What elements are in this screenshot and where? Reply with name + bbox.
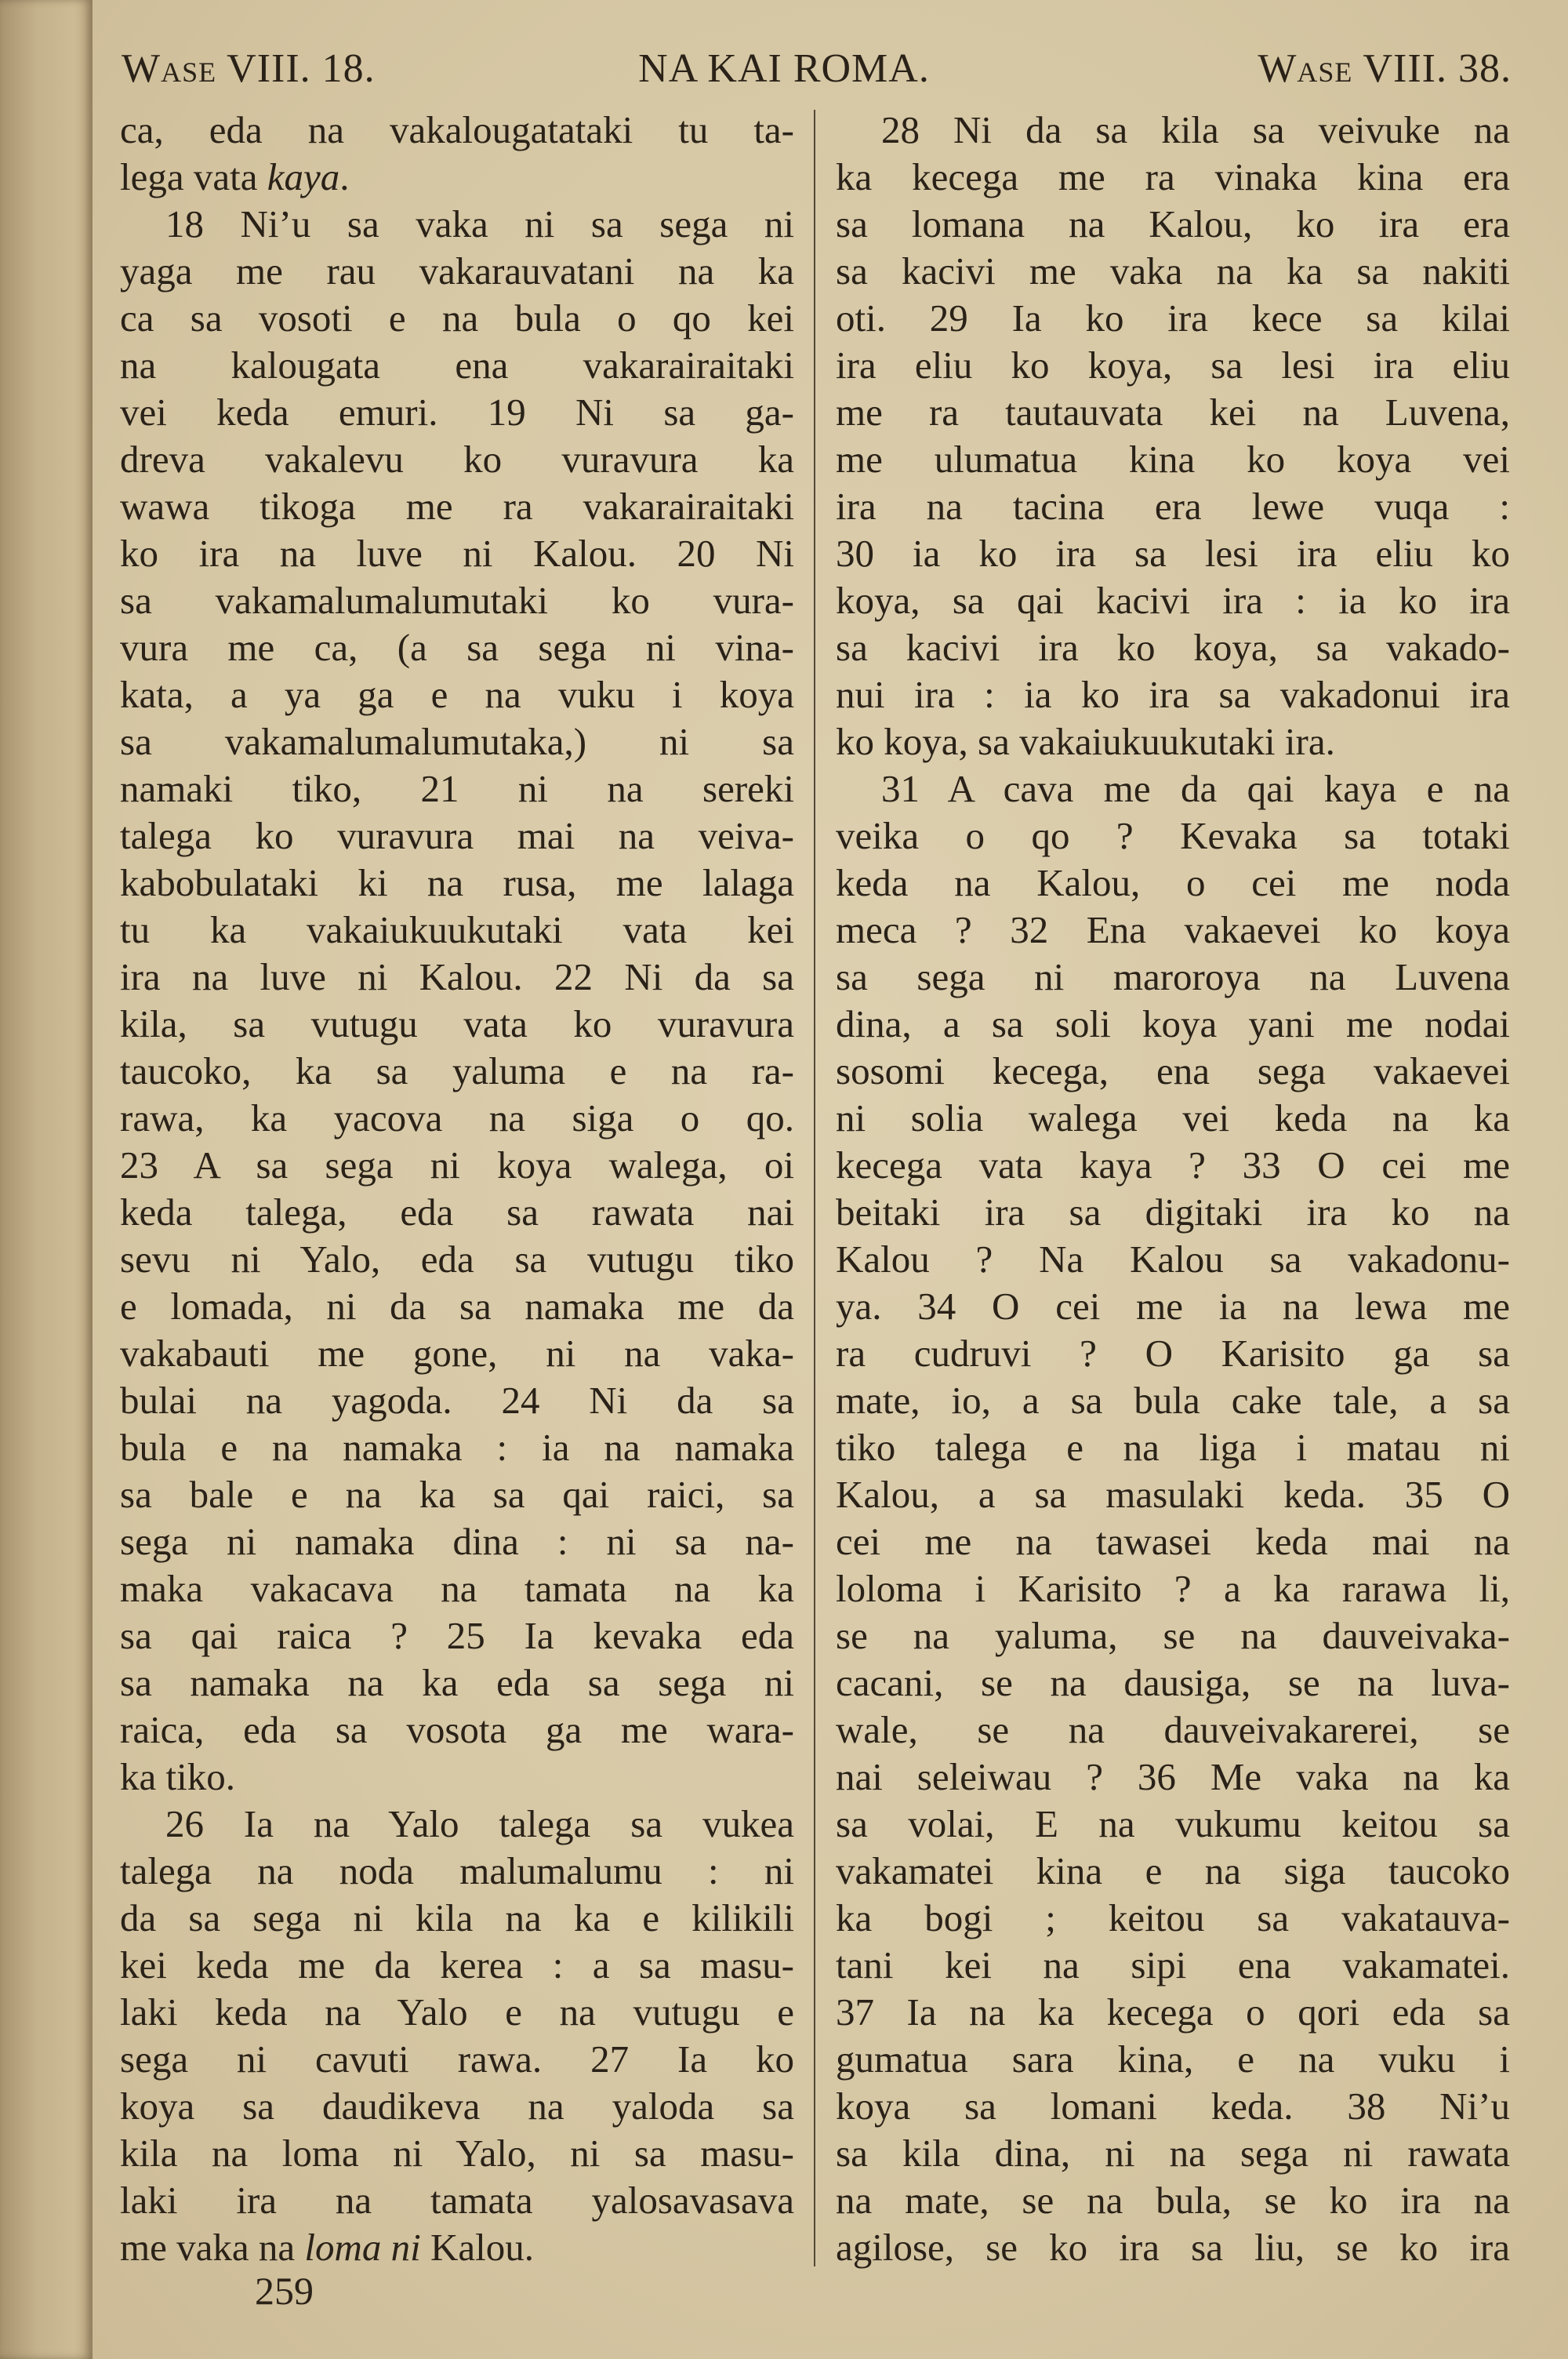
- text-line: 23 A sa sega ni koya walega, oi: [120, 1143, 794, 1187]
- italic-text: loma ni: [304, 2226, 421, 2269]
- text-line: koya sa lomani keda. 38 Ni’u: [836, 2085, 1510, 2128]
- text-line: agilose, se ko ira sa liu, se ko ira: [836, 2226, 1510, 2269]
- text-line: gumatua sara kina, e na vuku i: [836, 2037, 1510, 2081]
- text-line: ya. 34 O cei me ia na lewa me: [836, 1285, 1510, 1328]
- text-line: sa lomana na Kalou, ko ira era: [836, 202, 1510, 245]
- text-line: ira na tacina era lewe vuqa :: [836, 485, 1510, 528]
- text-line: laki ira na tamata yalosavasava: [120, 2179, 794, 2222]
- italic-text: kaya: [267, 155, 340, 198]
- text-line: cei me na tawasei keda mai na: [836, 1520, 1510, 1563]
- line-segment: Kalou.: [420, 2226, 534, 2269]
- text-line: Kalou ? Na Kalou sa vakadonu-: [836, 1238, 1510, 1281]
- text-line: vura me ca, (a sa sega ni vina-: [120, 626, 794, 669]
- text-line: sa vakamalumalumutaka,) ni sa: [120, 720, 794, 763]
- running-head-left-ref: VIII. 18.: [227, 46, 376, 91]
- text-line: yaga me rau vakarauvatani na ka: [120, 249, 794, 293]
- text-line: talega na noda malumalumu : ni: [120, 1849, 794, 1892]
- text-line: 30 ia ko ira sa lesi ira eliu ko: [836, 532, 1510, 575]
- text-line: laki keda na Yalo e na vutugu e: [120, 1990, 794, 2034]
- text-line: veika o qo ? Kevaka sa totaki: [836, 814, 1510, 857]
- text-line: nui ira : ia ko ira sa vakadonui ira: [836, 673, 1510, 716]
- text-line: na kalougata ena vakarairaitaki: [120, 343, 794, 387]
- text-line: 31 A cava me da qai kaya e na: [881, 767, 1510, 810]
- text-line: kila na loma ni Yalo, ni sa masu-: [120, 2132, 794, 2175]
- text-line: sa qai raica ? 25 Ia kevaka eda: [120, 1614, 794, 1657]
- text-line: ra cudruvi ? O Karisito ga sa: [836, 1332, 1510, 1375]
- line-segment: .: [339, 155, 350, 198]
- text-line: ira na luve ni Kalou. 22 Ni da sa: [120, 955, 794, 998]
- text-line: sevu ni Yalo, eda sa vutugu tiko: [120, 1238, 794, 1281]
- text-line: wawa tikoga me ra vakarairaitaki: [120, 485, 794, 528]
- text-line: namaki tiko, 21 ni na sereki: [120, 767, 794, 810]
- text-line: [120, 2224, 794, 2271]
- text-line: kecega vata kaya ? 33 O cei me: [836, 1143, 1510, 1187]
- text-line: sa volai, E na vukumu keitou sa: [836, 1802, 1510, 1845]
- text-line: sa kila dina, ni na sega ni rawata: [836, 2132, 1510, 2175]
- text-line: sa bale e na ka sa qai raici, sa: [120, 1473, 794, 1516]
- text-line: [120, 154, 794, 201]
- text-line: sa kacivi me vaka na ka sa nakiti: [836, 249, 1510, 293]
- text-line: rawa, ka yacova na siga o qo.: [120, 1096, 794, 1140]
- text-line: tu ka vakaiukuukutaki vata kei: [120, 908, 794, 951]
- text-line: sa namaka na ka eda sa sega ni: [120, 1661, 794, 1704]
- adjacent-page-edge: [0, 0, 93, 2359]
- text-line: meca ? 32 Ena vakaevei ko koya: [836, 908, 1510, 951]
- text-line: ko ira na luve ni Kalou. 20 Ni: [120, 532, 794, 575]
- text-line: keda talega, eda sa rawata nai: [120, 1190, 794, 1234]
- text-line: kata, a ya ga e na vuku i koya: [120, 673, 794, 716]
- text-line: vakabauti me gone, ni na vaka-: [120, 1332, 794, 1375]
- text-line: ka tiko.: [120, 1755, 235, 1798]
- text-line: ni solia walega vei keda na ka: [836, 1096, 1510, 1140]
- text-line: ka bogi ; keitou sa vakatauva-: [836, 1896, 1510, 1939]
- text-line: oti. 29 Ia ko ira kece sa kilai: [836, 296, 1510, 340]
- text-line: Kalou, a sa masulaki keda. 35 O: [836, 1473, 1510, 1516]
- text-line: kila, sa vutugu vata ko vuravura: [120, 1002, 794, 1045]
- text-line: cacani, se na dausiga, se na luva-: [836, 1661, 1510, 1704]
- text-line: 26 Ia na Yalo talega sa vukea: [165, 1802, 794, 1845]
- text-line: beitaki ira sa digitaki ira ko na: [836, 1190, 1510, 1234]
- text-line: raica, eda sa vosota ga me wara-: [120, 1708, 794, 1751]
- text-line: ko koya, sa vakaiukuukutaki ira.: [836, 720, 1335, 763]
- text-line: taucoko, ka sa yaluma e na ra-: [120, 1049, 794, 1092]
- running-head-right-ref: VIII. 38.: [1363, 46, 1512, 91]
- text-line: me ulumatua kina ko koya vei: [836, 438, 1510, 481]
- text-line: sega ni namaka dina : ni sa na-: [120, 1520, 794, 1563]
- column-divider: [814, 110, 815, 2266]
- text-line: na mate, se na bula, se ko ira na: [836, 2179, 1510, 2222]
- text-line: koya, sa qai kacivi ira : ia ko ira: [836, 579, 1510, 622]
- right-text-column: [836, 107, 1510, 2271]
- text-line: tani kei na sipi ena vakamatei.: [836, 1943, 1510, 1986]
- text-line: tiko talega e na liga i matau ni: [836, 1426, 1510, 1469]
- text-line: sa sega ni maroroya na Luvena: [836, 955, 1510, 998]
- text-line: ca sa vosoti e na bula o qo kei: [120, 296, 794, 340]
- running-head-title: NA KAI ROMA.: [638, 46, 930, 91]
- text-line: vakamatei kina e na siga taucoko: [836, 1849, 1510, 1892]
- text-line: me ra tautauvata kei na Luvena,: [836, 391, 1510, 434]
- text-line: sega ni cavuti rawa. 27 Ia ko: [120, 2037, 794, 2081]
- line-segment: me vaka na: [120, 2226, 305, 2269]
- text-line: bulai na yagoda. 24 Ni da sa: [120, 1379, 794, 1422]
- text-line: mate, io, a sa bula cake tale, a sa: [836, 1379, 1510, 1422]
- text-line: vei keda emuri. 19 Ni sa ga-: [120, 391, 794, 434]
- text-line: nai seleiwau ? 36 Me vaka na ka: [836, 1755, 1510, 1798]
- text-line: 37 Ia na ka kecega o qori eda sa: [836, 1990, 1510, 2034]
- page-number: 259: [255, 2269, 314, 2313]
- text-line: 18 Ni’u sa vaka ni sa sega ni: [165, 202, 794, 245]
- running-head-right: [1258, 45, 1512, 92]
- text-line: ca, eda na vakalougatataki tu ta-: [120, 108, 794, 151]
- text-line: da sa sega ni kila na ka e kilikili: [120, 1896, 794, 1939]
- text-line: kei keda me da kerea : a sa masu-: [120, 1943, 794, 1986]
- text-line: ira eliu ko koya, sa lesi ira eliu: [836, 343, 1510, 387]
- running-head-left-book: Wase: [122, 46, 217, 91]
- text-line: kabobulataki ki na rusa, me lalaga: [120, 861, 794, 904]
- line-segment: lega vata: [120, 155, 267, 198]
- text-line: maka vakacava na tamata na ka: [120, 1567, 794, 1610]
- text-line: sosomi kecega, ena sega vakaevei: [836, 1049, 1510, 1092]
- text-line: keda na Kalou, o cei me noda: [836, 861, 1510, 904]
- text-line: koya sa daudikeva na yaloda sa: [120, 2085, 794, 2128]
- text-line: se na yaluma, se na dauveivaka-: [836, 1614, 1510, 1657]
- text-line: sa kacivi ira ko koya, sa vakado-: [836, 626, 1510, 669]
- running-head-right-book: Wase: [1258, 46, 1353, 91]
- text-line: bula e na namaka : ia na namaka: [120, 1426, 794, 1469]
- text-line: talega ko vuravura mai na veiva-: [120, 814, 794, 857]
- text-line: sa vakamalumalumutaki ko vura-: [120, 579, 794, 622]
- text-line: 28 Ni da sa kila sa veivuke na: [881, 108, 1510, 151]
- text-line: ka kecega me ra vinaka kina era: [836, 155, 1510, 198]
- text-line: dina, a sa soli koya yani me nodai: [836, 1002, 1510, 1045]
- text-line: loloma i Karisito ? a ka rarawa li,: [836, 1567, 1510, 1610]
- text-line: e lomada, ni da sa namaka me da: [120, 1285, 794, 1328]
- text-line: wale, se na dauveivakarerei, se: [836, 1708, 1510, 1751]
- left-text-column: [120, 107, 794, 2271]
- text-line: dreva vakalevu ko vuravura ka: [120, 438, 794, 481]
